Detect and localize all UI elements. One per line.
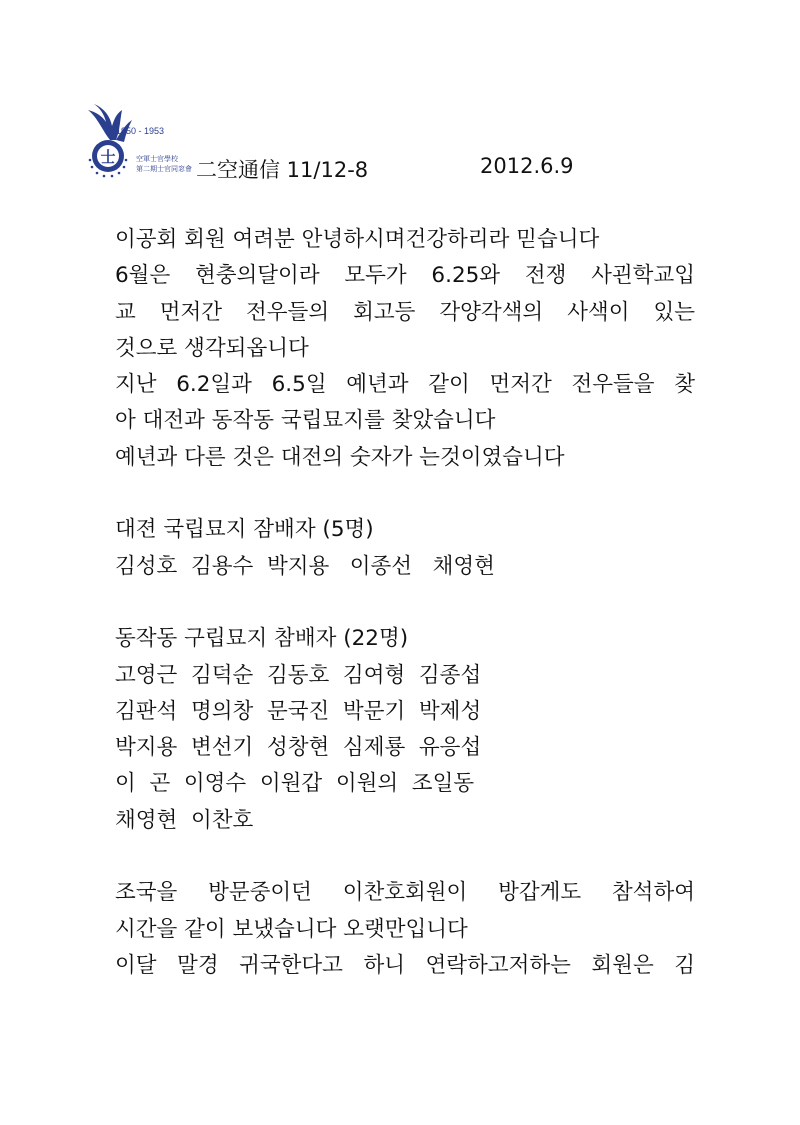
dongjak-names-row: 박지용 변선기 성창현 심제룡 유응섭 [115,735,482,761]
document-title: 二空通信 11/12-8 [196,158,369,182]
dongjak-names-row: 김판석 명의창 문국진 박문기 박제성 [115,698,482,724]
letter-body [115,222,695,984]
paragraph-line: 지난 6.2일과 6.5일 예년과 같이 먼저간 전우들을 찾 [115,372,695,398]
dongjak-names-row: 고영근 김덕순 김동호 김여형 김종섭 [115,662,482,688]
association-logo [80,100,190,185]
document-date: 2012.6.9 [480,154,574,178]
paragraph-line: 것으로 생각되옵니다 [115,335,309,361]
paragraph-line: 예년과 다른 것은 대전의 숫자가 는것이였습니다 [115,444,565,470]
logo-association-name: 第二期士官同窓會 [136,165,192,173]
blank-line [115,585,695,621]
dongjak-heading: 동작동 구립묘지 참배자 (22명) [115,626,409,652]
daejeon-names: 김성호 김용수 박지용 이종선 채영현 [115,553,495,579]
paragraph-line: 조국을 방문중이던 이찬호회원이 방갑게도 참석하여 [115,880,695,906]
blank-line [115,839,695,875]
logo-school-name: 空軍士官學校 [136,155,178,163]
svg-text:士: 士 [100,148,116,166]
logo-years: 1950 - 1953 [116,126,165,136]
paragraph-line: 시간을 같이 보냈습니다 오랫만입니다 [115,916,468,942]
paragraph-line: 아 대전과 동작동 국립묘지를 찾았습니다 [115,408,496,434]
dongjak-names-row: 이 곤 이영수 이원갑 이원의 조일동 [115,771,475,797]
paragraph-line: 교 먼저간 전우들의 회고등 각양각색의 사색이 있는 [115,299,695,325]
document-header [80,100,720,185]
paragraph-line: 6월은 현충의달이라 모두가 6.25와 전쟁 사괸학교입 [115,263,695,289]
paragraph-line: 이달 말경 귀국한다고 하니 연락하고저하는 회원은 김 [115,952,695,978]
daejeon-heading: 대젼 국립묘지 잠배자 (5명) [115,517,374,543]
blank-line [115,476,695,512]
paragraph-line: 이공회 회원 여려분 안녕하시며건강하리라 믿습니다 [115,227,600,252]
dongjak-names-row: 채영현 이찬호 [115,807,254,833]
